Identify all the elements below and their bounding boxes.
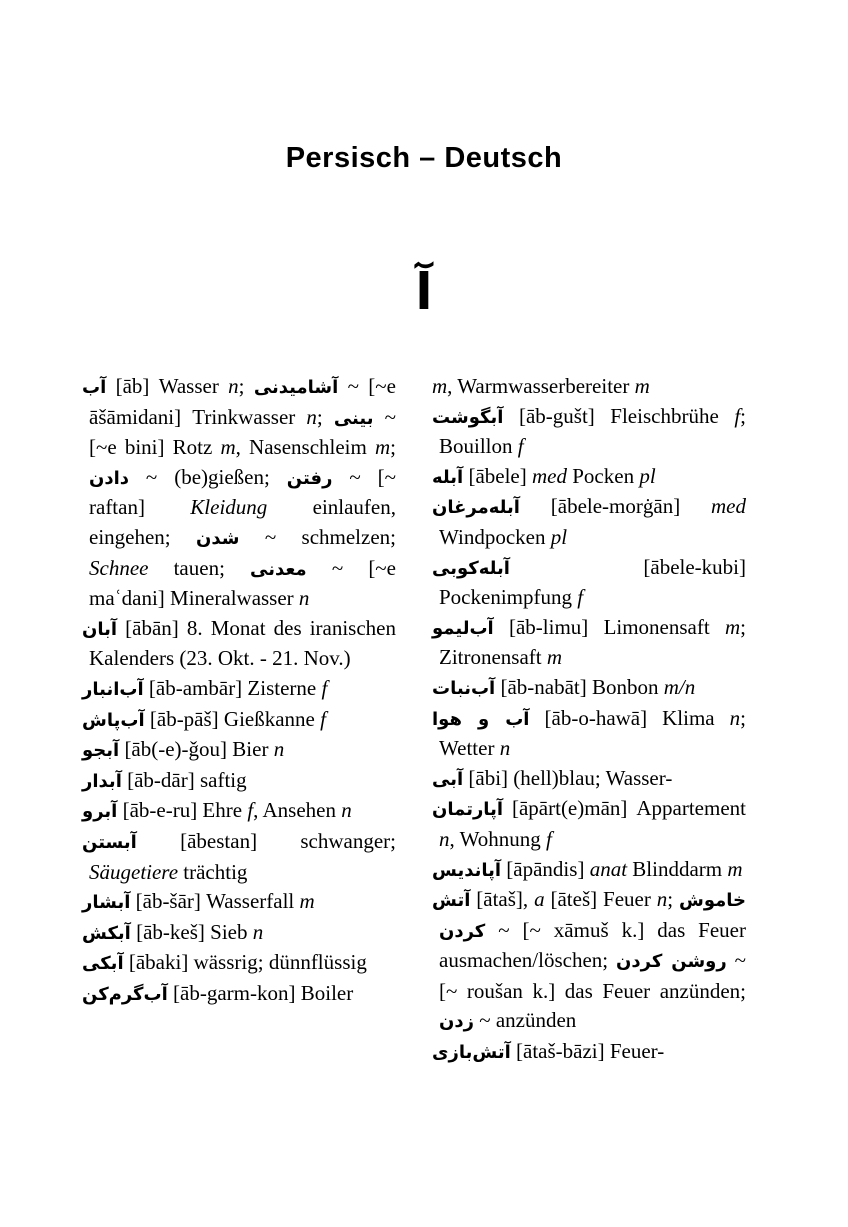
dictionary-entry [82, 918, 396, 949]
entry-text: f [247, 798, 254, 823]
entry-text: ~ [~e bini] Rotz [89, 404, 396, 460]
persian-headword: آب‌لیمو [432, 617, 494, 639]
persian-headword: آبستن [82, 831, 137, 853]
persian-headword: آبکش [82, 922, 131, 944]
dictionary-entry [82, 979, 396, 1010]
dictionary-entry [432, 855, 746, 886]
entry-text: trächtig [178, 859, 248, 884]
entry-text: n [729, 705, 741, 730]
entry-text: a [534, 887, 545, 912]
dictionary-entry [432, 764, 746, 795]
persian-headword: شدن [196, 527, 240, 549]
entry-text: n [228, 374, 239, 398]
entry-text: ~ (be)gießen; [129, 464, 287, 489]
entry-text: [āpāndis] [501, 856, 590, 881]
persian-headword: آبشار [82, 892, 131, 914]
persian-headword: آشامیدنی [253, 377, 339, 398]
entry-text: m [375, 435, 391, 460]
persian-headword: آتش [432, 890, 471, 912]
dictionary-entry [432, 794, 746, 854]
entry-text: m [220, 435, 236, 460]
entry-text: med [532, 463, 567, 488]
persian-headword: آبی [432, 768, 464, 790]
persian-headword: رفتن [286, 467, 333, 489]
entry-text: ~ [~ roušan k.] das Feuer anzünden; [439, 948, 747, 1003]
persian-headword: آب‌پاش [82, 709, 145, 731]
section-letter: آ [415, 263, 433, 321]
entry-text: pl [639, 463, 656, 488]
entry-text: [āteš] Feuer [544, 887, 657, 912]
entry-text: n [341, 798, 352, 823]
dictionary-entry [82, 887, 396, 918]
entry-text: [āb-garm-kon] Boiler [167, 980, 354, 1005]
dictionary-entry [432, 1037, 746, 1068]
persian-headword: دادن [89, 467, 130, 489]
entry-text: [āb] Wasser [106, 374, 229, 398]
entry-text: [āb-nabāt] Bonbon [495, 674, 664, 699]
entry-text: , Wohnung [449, 826, 547, 851]
persian-headword: آبله‌کوبی [432, 557, 510, 579]
persian-headword: آتش‌بازی [432, 1042, 511, 1064]
entry-text: f [546, 826, 552, 851]
persian-headword: آبله‌مرغان [432, 497, 520, 519]
dictionary-entry [82, 796, 396, 827]
persian-headword: آپاندیس [432, 859, 502, 881]
entry-text: n [273, 737, 285, 762]
entry-text: einlaufen, eingehen; [89, 495, 396, 549]
entry-text: ~ [~ xāmuš k.] das Feuer ausmachen/löschen; [439, 917, 746, 973]
dictionary-entry [82, 614, 396, 674]
entry-text: [āb-pāš] Gießkanne [144, 706, 321, 731]
entry-text: [āb-o-hawā] Klima [529, 705, 730, 730]
entry-text: n [298, 586, 310, 611]
dictionary-entry [82, 766, 396, 797]
entry-text: [āb-keš] Sieb [130, 919, 253, 944]
dictionary-entry [432, 613, 746, 673]
entry-text: [ābele-morġān] [519, 494, 711, 519]
entry-text: ; Bouillon [439, 403, 746, 459]
entry-text: ; [390, 435, 397, 460]
entry-text: [āb-šār] Wasserfall [130, 889, 300, 914]
entry-text: [ātaš-bāzi] Feuer- [510, 1039, 665, 1064]
entry-text: Kleidung [190, 495, 268, 520]
entry-text: Pocken [567, 463, 640, 488]
persian-headword: آب‌انبار [82, 678, 144, 700]
persian-headword: روشن کردن [616, 951, 727, 973]
persian-headword: آبجو [82, 740, 120, 762]
persian-headword: آبگوشت [432, 406, 504, 428]
dictionary-entry [432, 704, 746, 764]
entry-text: , Nasenschleim [235, 435, 375, 460]
persian-headword: آب و هوا [432, 708, 530, 730]
page-title: Persisch – Deutsch [285, 142, 563, 174]
persian-headword: بینی [333, 407, 374, 429]
persian-headword: آبرو [82, 801, 118, 823]
entry-text: ; [238, 374, 254, 398]
persian-headword: آبان [82, 618, 118, 640]
entry-text: m [724, 614, 741, 639]
entry-text: anat [589, 856, 628, 881]
entry-text: Blinddarm [627, 856, 728, 881]
entry-text: [ābaki] wässrig; dünnflüssig [123, 950, 367, 975]
persian-headword: خاموش کردن [439, 890, 746, 942]
entry-text: m [546, 645, 563, 670]
entry-text: [āpārt(e)mān] Appartement [503, 796, 746, 821]
entry-text: m [432, 374, 448, 398]
entry-text: m [299, 889, 315, 914]
persian-headword: آب‌گرم‌کن [82, 983, 168, 1005]
entry-text: ; [667, 887, 679, 912]
entry-text: Windpocken [439, 524, 551, 549]
entry-text: ~ [~ raftan] [89, 464, 397, 520]
dictionary-entry [82, 674, 396, 705]
entry-text: n [499, 736, 511, 761]
entry-text: n [656, 887, 668, 912]
text-columns [82, 372, 746, 1068]
entry-text: f [320, 706, 326, 731]
entry-text: ~ anzünden [473, 1008, 577, 1033]
entry-text: ~ [~e āšāmidani] Trinkwasser [89, 374, 396, 429]
entry-text: [āb-limu] Limonensaft [493, 614, 725, 639]
entry-text: ; Zitronensaft [439, 614, 746, 670]
persian-headword: آبله [432, 466, 464, 488]
entry-text: Schnee [89, 555, 149, 580]
dictionary-entry [432, 402, 746, 462]
entry-text: [āb-e-ru] Ehre [117, 798, 248, 823]
dictionary-entry [82, 827, 396, 887]
entry-text: f [577, 585, 584, 610]
entry-text: f [321, 675, 328, 700]
dictionary-entry [432, 885, 746, 1037]
entry-text: m [634, 374, 650, 398]
dictionary-entry [82, 948, 396, 979]
entry-text: tauen; [148, 555, 251, 580]
entry-text: pl [550, 524, 568, 549]
persian-headword: آپارتمان [432, 799, 503, 821]
entry-text: , Ansehen [253, 798, 342, 823]
entry-text: [ābi] (hell)blau; Wasser- [463, 765, 673, 790]
entry-text: n [439, 826, 450, 851]
column-left [82, 372, 396, 1068]
entry-text: [āb-ambār] Zisterne [143, 675, 322, 700]
dictionary-entry [432, 462, 746, 493]
entry-text: [ātaš], [470, 887, 535, 912]
entry-text: [ābele-kubi] Pockenimpfung [439, 554, 746, 610]
entry-text: ~ [~e maʿdani] Mineralwasser [89, 555, 396, 611]
entry-text: [āb(-e)-ǧou] Bier [119, 737, 274, 762]
dictionary-entry [432, 372, 746, 402]
entry-text: n [252, 919, 264, 944]
dictionary-entry [432, 553, 746, 613]
dictionary-entry [82, 372, 396, 614]
entry-text: f [517, 434, 524, 459]
persian-headword: معدنی [250, 558, 307, 580]
entry-text: ~ schmelzen; [239, 524, 396, 549]
entry-text: [ābestan] schwanger; [136, 828, 396, 853]
entry-text: , Warmwasserbereiter [447, 374, 635, 398]
entry-text: m [727, 856, 743, 881]
entry-text: Säugetiere [89, 859, 179, 884]
entry-text: ; [316, 404, 334, 429]
entry-text: m/n [663, 674, 696, 699]
dictionary-entry [432, 673, 746, 704]
entry-text: [āb-dār] saftig [121, 767, 247, 792]
entry-text: ; Wetter [439, 705, 747, 761]
dictionary-entry [82, 705, 396, 736]
entry-text: [āb-gušt] Fleischbrühe [503, 403, 735, 428]
persian-headword: آبکی [82, 953, 124, 975]
persian-headword: آبدار [82, 770, 122, 792]
column-right [432, 372, 746, 1068]
dictionary-entry [82, 735, 396, 766]
entry-text: [ābān] 8. Monat des iranischen Kalenders (23. Okt. - 21. Nov.) [89, 615, 396, 671]
entry-text: med [711, 494, 746, 519]
entry-text: [ābele] [463, 463, 532, 488]
dictionary-entry [432, 492, 746, 552]
persian-headword: آب‌نبات [432, 677, 496, 699]
persian-headword: زدن [439, 1011, 474, 1033]
persian-headword: آب [82, 377, 107, 398]
entry-text: f [734, 403, 741, 428]
entry-text: n [306, 404, 317, 429]
